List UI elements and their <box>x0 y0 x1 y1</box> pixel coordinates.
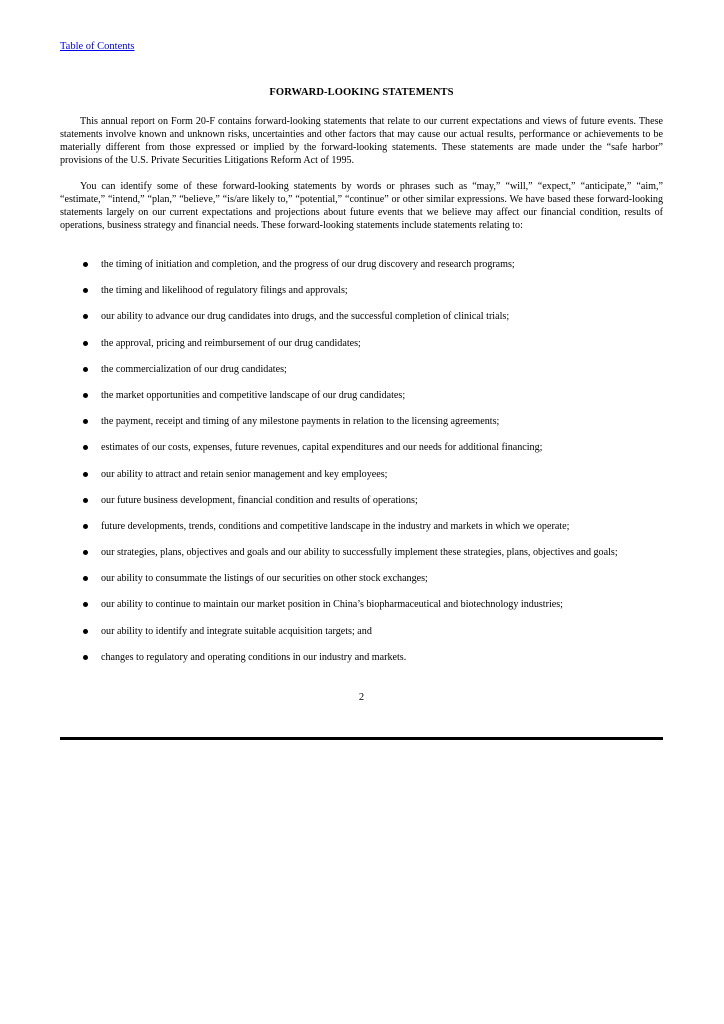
bullet-icon <box>83 419 88 424</box>
table-of-contents-link[interactable]: Table of Contents <box>60 41 135 52</box>
bullet-icon <box>83 314 88 319</box>
list-item <box>60 258 663 284</box>
bullet-icon <box>83 550 88 555</box>
bullet-icon <box>83 367 88 372</box>
list-item-text: our ability to identify and integrate suitable acquisition targets; and <box>101 625 372 637</box>
list-item-text: our ability to continue to maintain our market position in China’s biopharmaceutical and biotechnology industries; <box>101 599 563 611</box>
list-item <box>60 389 663 415</box>
list-item-text: our future business development, financial condition and results of operations; <box>101 494 418 506</box>
list-item-text: the timing of initiation and completion, and the progress of our drug discovery and research programs; <box>101 259 515 270</box>
list-item <box>60 572 663 598</box>
list-item <box>60 468 663 494</box>
intro-paragraph: This annual report on Form 20-F contains forward-looking statements that relate to our current expectations and views of future events. These statements involve known and unknown risks, uncertainties and other factors that may cause our actual results, performance or achievements to be materially different from those expressed or implied by the forward-looking statements. These statements are made under the “safe harbor” provisions of the U.S. Private Securities Litigations Reform Act of 1995. <box>60 116 663 167</box>
bullet-icon <box>83 498 88 503</box>
list-item-text: changes to regulatory and operating conditions in our industry and markets. <box>101 651 407 663</box>
list-item <box>60 520 663 546</box>
list-item <box>60 546 663 572</box>
list-item <box>60 284 663 310</box>
list-item-text: our strategies, plans, objectives and goals and our ability to successfully implement these strategies, plans, objectives and goals; <box>101 547 618 559</box>
list-item <box>60 337 663 363</box>
bullet-icon <box>83 445 88 450</box>
list-item-text: the timing and likelihood of regulatory filings and approvals; <box>101 285 348 297</box>
page-divider <box>60 737 663 740</box>
list-item <box>60 494 663 520</box>
list-item <box>60 415 663 441</box>
list-item-text: our ability to attract and retain senior management and key employees; <box>101 468 388 480</box>
list-item-text: our ability to advance our drug candidates into drugs, and the successful completion of clinical trials; <box>101 311 510 323</box>
list-item-text: our ability to consummate the listings of our securities on other stock exchanges; <box>101 573 428 585</box>
list-item <box>60 363 663 389</box>
bullet-icon <box>83 472 88 477</box>
list-item-text: future developments, trends, conditions and competitive landscape in the industry and markets in which we operate; <box>101 520 570 532</box>
bullet-icon <box>83 288 88 293</box>
bullet-icon <box>83 393 88 398</box>
bullet-icon <box>83 341 88 346</box>
list-item <box>60 310 663 336</box>
list-item <box>60 441 663 467</box>
page-number: 2 <box>358 692 365 703</box>
list-item-text: the payment, receipt and timing of any milestone payments in relation to the licensing agreements; <box>101 416 500 428</box>
identification-paragraph: You can identify some of these forward-looking statements by words or phrases such as “may,” “will,” “expect,” “anticipate,” “aim,” “estimate,” “intend,” “plan,” “believe,” “is/are likely to,” “potential,” “continue” or other similar expressions. We have based these forward-looking statements largely on our current expectations and projections about future events that we believe may affect our financial condition, results of operations, business strategy and financial needs. These forward-looking statements include statements relating to: <box>60 181 663 232</box>
forward-looking-topics-list <box>60 258 663 677</box>
list-item-text: the market opportunities and competitive landscape of our drug candidates; <box>101 389 406 401</box>
bullet-icon <box>83 576 88 581</box>
list-item <box>60 625 663 651</box>
bullet-icon <box>83 602 88 607</box>
section-title: FORWARD-LOOKING STATEMENTS <box>269 87 454 98</box>
list-item-text: the approval, pricing and reimbursement of our drug candidates; <box>101 337 361 349</box>
bullet-icon <box>83 655 88 660</box>
list-item-text: the commercialization of our drug candidates; <box>101 363 287 375</box>
list-item <box>60 651 663 677</box>
bullet-icon <box>83 629 88 634</box>
list-item-text: estimates of our costs, expenses, future revenues, capital expenditures and our needs for additional financing; <box>101 442 543 454</box>
bullet-icon <box>83 262 88 267</box>
bullet-icon <box>83 524 88 529</box>
list-item <box>60 598 663 624</box>
